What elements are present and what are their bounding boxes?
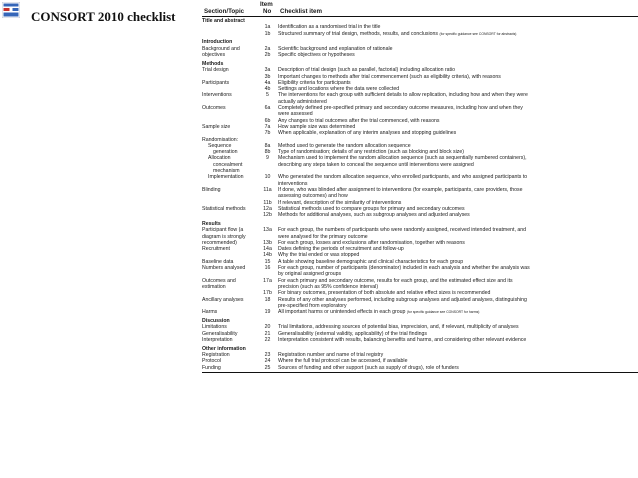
section-topic-cell [202,309,257,315]
section-topic-text: generation [213,149,238,156]
section-topic-text: Blinding [202,186,221,193]
section-topic-text: estimation [202,283,226,290]
header-section-topic: Section/Topic [204,8,245,15]
item-number-cell: 6b [264,117,271,124]
section-topic-text: Funding [202,364,221,371]
item-number-cell: 22 [264,336,271,343]
checklist-item-cell [278,337,638,343]
checklist-item-text: If relevant, description of the similarity of interventions [278,199,402,206]
header-item-line1: Item [260,1,273,8]
checklist-item-text: A table showing baseline demographic and clinical characteristics for each group [278,258,464,265]
consort-logo-icon [2,2,20,18]
checklist-item-text: describing any steps taken to conceal the sequence until interventions were assigned [278,161,474,168]
item-number-cell: 3b [264,73,271,80]
checklist-item-text: Statistical methods used to compare groups for primary and secondary outcomes [278,205,465,212]
checklist-item-cell [278,309,638,315]
checklist-item-text: actually administered [278,98,327,105]
item-number-cell: 11b [263,199,272,206]
section-topic-text: Protocol [202,358,222,365]
item-number-cell: 11a [263,186,272,193]
section-topic-text: Generalisability [202,330,238,337]
checklist-item-text: Trial limitations, addressing sources of potential bias, imprecision, and, if relevant, multiplicity of analyses [278,324,519,331]
section-topic-cell [202,365,257,371]
section-topic-text: Randomisation: [202,136,239,143]
item-number-cell: 4b [264,86,271,93]
checklist-item-text: Where the full trial protocol can be accessed, if available [278,358,408,365]
section-topic-text: Outcomes [202,105,226,112]
item-number-cell: 14a [263,246,272,253]
checklist-item-text: If done, who was blinded after assignment to interventions (for example, participants, care providers, those [278,186,523,193]
item-number-cell: 2a [264,45,271,52]
checklist-item-text: Structured summary of trial design, methods, results, and conclusions [278,30,439,37]
section-topic-text: Title and abstract [202,18,245,24]
checklist-item-text: Identification as a randomised trial in the title [278,24,381,31]
item-number-cell: 7b [264,130,271,137]
item-number-cell: 21 [264,330,271,337]
table-bottom-rule [202,372,638,373]
section-topic-text: Introduction [202,39,233,46]
section-topic-text: Registration [202,352,230,359]
item-number-cell: 4a [264,79,271,86]
checklist-item-text: Dates defining the periods of recruitment and follow-up [278,246,404,253]
checklist-item-text: Type of randomisation; details of any restriction (such as blocking and block size) [278,149,464,156]
checklist-item-text: How sample size was determined [278,123,356,130]
section-topic-text: recommended) [202,239,237,246]
checklist-item-text: Mechanism used to implement the random allocation sequence (such as sequentially numbered containers), [278,155,527,162]
item-number-cell: 24 [264,358,271,365]
header-checklist-item: Checklist item [280,8,322,15]
page-title: CONSORT 2010 checklist [31,9,176,24]
item-number-cell: 17a [263,277,272,284]
checklist-item-text: Why the trial ended or was stopped [278,252,360,259]
section-topic-text: Statistical methods [202,205,246,212]
section-topic-cell [202,31,257,37]
section-topic-text: Allocation [208,155,231,162]
checklist-item-text: Scientific background and explanation of rationale [278,45,393,52]
section-topic-text: Other information [202,345,246,352]
checklist-item-cell [278,31,638,37]
item-number-cell: 10 [264,174,271,181]
section-topic-text: Harms [202,309,218,316]
section-topic-cell [202,212,257,218]
section-topic-text: Sample size [202,123,231,130]
section-topic-text: Interventions [202,92,232,99]
table-header [202,0,638,17]
checklist-item-text: were analysed for the primary outcome [278,233,368,240]
item-number-cell: 20 [264,324,271,331]
checklist-item-text: Registration number and name of trial registry [278,352,384,359]
item-number-cell: 15 [264,258,271,265]
item-number-cell: 13a [263,227,272,234]
checklist-item-text: For each primary and secondary outcome, results for each group, and the estimated effect size and its [278,277,513,284]
checklist-item-text: Completely defined pre-specified primary and secondary outcome measures, including how and when they [278,105,523,112]
item-number-cell: 3a [264,67,271,74]
checklist-item-text: Important changes to methods after trial commencement (such as eligibility criteria), with reasons [278,73,501,80]
section-topic-cell [202,337,257,343]
checklist-item-text: precision (such as 95% confidence interval) [278,283,379,290]
table-row [202,212,638,218]
section-topic-text: Results [202,220,221,227]
checklist-item-text: Sources of funding and other support (such as supply of drugs), role of funders [278,364,459,371]
section-topic-text: Sequence [208,142,232,149]
section-topic-text: Background and [202,45,240,52]
checklist-item-cell [278,52,638,58]
item-number-cell: 8a [264,142,271,149]
checklist-item-text: pre-specified from exploratory [278,302,347,309]
section-topic-cell [202,52,257,58]
checklist-item-text: assessing outcomes) and how [278,193,348,200]
checklist-item-text: Generalisability (external validity, applicability) of the trial findings [278,330,427,337]
item-number-cell: 7a [264,123,271,130]
section-topic-text: Methods [202,60,224,67]
item-number-cell: 9 [266,155,269,162]
item-number-cell: 8b [264,149,271,156]
checklist-item-text: All important harms or unintended effects in each group [278,309,406,316]
item-number-cell: 2b [264,52,271,59]
checklist-item-text: Settings and locations where the data were collected [278,86,400,93]
section-topic-text: mechanism [213,168,240,175]
checklist-item-text: interventions [278,180,308,187]
item-number-cell: 6a [264,105,271,112]
section-topic-text: Interpretation [202,336,233,343]
item-number-cell: 13b [263,239,272,246]
item-number-cell: 1b [264,30,271,37]
table-row [202,309,638,315]
checklist-item-text: Method used to generate the random allocation sequence [278,142,411,149]
checklist-item-text: Eligibility criteria for participants [278,79,351,86]
section-topic-text: Outcomes and [202,277,236,284]
checklist-item-cell [278,365,638,371]
checklist-item-text: Description of trial design (such as parallel, factorial) including allocation ratio [278,67,456,74]
section-topic-text: objectives [202,52,226,59]
checklist-item-text: For each group, the numbers of participants who were randomly assigned, received intended treatment, and [278,227,526,234]
item-number-cell: 17b [263,290,272,297]
section-topic-text: Recruitment [202,246,230,253]
table-body [202,18,638,371]
item-number-cell: 5 [266,92,269,99]
item-number-cell: 14b [263,252,272,259]
item-number-cell: 25 [264,364,271,371]
item-number-cell: 23 [264,352,271,359]
section-topic-text: Participants [202,79,230,86]
checklist-item-text: Any changes to trial outcomes after the trial commenced, with reasons [278,117,440,124]
checklist-item-text: Methods for additional analyses, such as subgroup analyses and adjusted analyses [278,212,470,219]
table-row [202,365,638,371]
guidance-note: (for specific guidance see CONSORT for harms) [406,310,480,315]
item-number-cell: 19 [264,309,271,316]
checklist-item-text: Interpretation consistent with results, balancing benefits and harms, and considering other relevant evidence [278,336,527,343]
section-topic-text: concealment [213,161,243,168]
table-row [202,52,638,58]
section-topic-text: diagram is strongly [202,233,246,240]
table-row [202,337,638,343]
item-number-cell: 12a [263,205,272,212]
table-row [202,31,638,37]
checklist-item-text: For each group, number of participants (denominator) included in each analysis and whether the analysis was [278,265,530,272]
checklist-item-text: Specific objectives or hypotheses [278,52,355,59]
section-topic-text: Ancillary analyses [202,296,244,303]
section-topic-text: Trial design [202,67,229,74]
section-topic-text: Participant flow (a [202,227,244,234]
checklist-item-text: For each group, losses and exclusions after randomisation, together with reasons [278,239,465,246]
checklist-item-text: were assessed [278,111,313,118]
checklist-item-text: Results of any other analyses performed, including subgroup analyses and adjusted analyses, distinguishing [278,296,527,303]
section-topic-text: Implementation [208,174,244,181]
item-number-cell: 16 [264,265,271,272]
section-topic-text: Discussion [202,318,230,325]
section-topic-text: Baseline data [202,258,234,265]
item-number-cell: 12b [263,212,272,219]
section-topic-text: Limitations [202,324,227,331]
checklist-item-text: When applicable, explanation of any interim analyses and stopping guidelines [278,130,457,137]
item-number-cell: 18 [264,296,271,303]
checklist-item-text: by original assigned groups [278,271,342,278]
section-topic-text: Numbers analysed [202,265,246,272]
checklist-item-text: The interventions for each group with sufficient details to allow replication, including how and when they were [278,92,528,99]
item-number-cell: 1a [264,24,271,31]
checklist-item-cell [278,212,638,218]
checklist-item-text: Who generated the random allocation sequence, who enrolled participants, and who assigned participants to [278,174,528,181]
checklist-item-text: For binary outcomes, presentation of both absolute and relative effect sizes is recommended [278,290,491,297]
guidance-note: (for specific guidance see CONSORT for abstracts) [439,31,517,36]
checklist-table [202,0,638,373]
header-item-no: No [263,8,272,15]
